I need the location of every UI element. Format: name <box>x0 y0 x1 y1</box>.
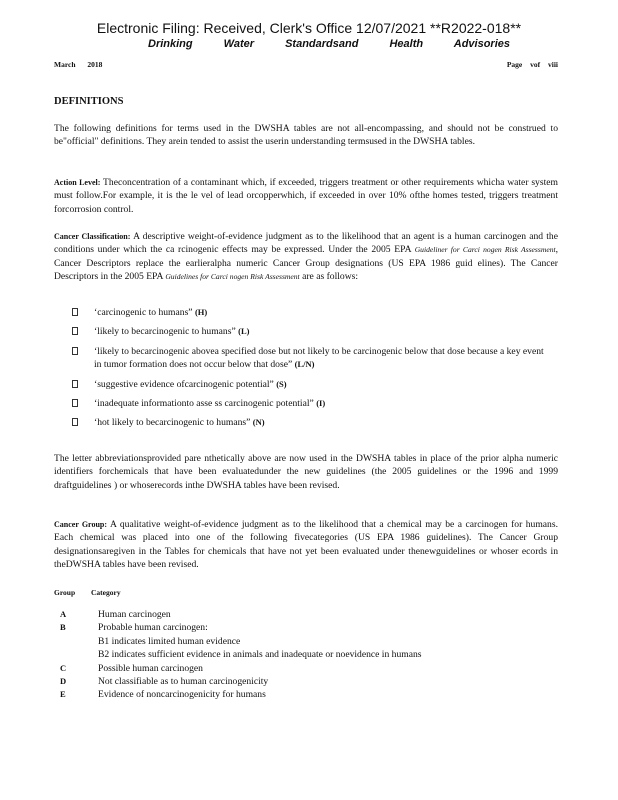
descriptor-text: ‘hot likely to becarcinogenic to humans” <box>94 417 251 429</box>
descriptor-text: ‘inadequate informationto asse ss carcinogenic potential” <box>94 398 314 410</box>
group-letter: E <box>60 689 66 700</box>
checkbox-glyph-icon <box>72 418 78 426</box>
filing-stamp: Electronic Filing: Received, Clerk's Office 12/07/2021 **R2022-018** <box>96 20 522 36</box>
descriptor-text: ‘suggestive evidence ofcarcinogenic potential” <box>94 378 274 390</box>
group-row <box>60 608 500 621</box>
checkbox-glyph-icon <box>72 399 78 407</box>
group-table-header <box>54 588 121 597</box>
descriptor-text: ‘likely to becarcinogenic abovea specified dose but not likely to be carcinogenic below that dose because a key event in tumor formation does not occur below that dose” <box>94 345 544 371</box>
group-sub-description: B1 indicates limited human evidence <box>98 635 241 647</box>
descriptor-code: (S) <box>276 378 287 389</box>
cancer-descriptor-list <box>72 306 552 436</box>
descriptor-code: (H) <box>194 307 208 317</box>
checkbox-glyph-icon <box>72 327 78 335</box>
group-row <box>60 621 500 634</box>
action-level-definition <box>54 176 558 216</box>
cancer-classification-definition <box>54 230 558 284</box>
group-description: Evidence of noncarcinogenicity for humans <box>98 689 266 701</box>
guideline-title-1: Guideliner for Carci nogen Risk Assessment <box>414 245 556 255</box>
checkbox-glyph-icon <box>72 308 78 316</box>
group-description: Possible human carcinogen <box>98 662 203 674</box>
group-sub-description: B2 indicates sufficient evidence in animals and inadequate or noevidence in humans <box>98 649 422 661</box>
cancer-group-text: A qualitative weight-of-evidence judgment as to the likelihood that a chemical may be a carcinogen for humans. Each chemical was placed into one of the following fivecategories (US EPA 1986 guidelines). The Cancer Group designationsaregiven in the Tables for chemicals that have not yet been evaluated under thenewguidelines or whoser ecords in theDWSHA tables have been revised. <box>54 519 558 571</box>
descriptor-item <box>72 397 552 410</box>
descriptor-item <box>72 325 552 338</box>
group-table-body <box>60 608 500 702</box>
abbreviation-note-paragraph: The letter abbreviationsprovided pare nthetically above are now used in the DWSHA tables in place of the prior alpha numeric identifiers forchemicals that have been evaluatedunder the new guidelines (the 2005 guidelines or the 1996 and 1999 draftguidelines ) or whoserecords inthe DWSHA tables have been revised. <box>54 453 558 491</box>
group-description: Human carcinogen <box>98 609 171 620</box>
group-subrow <box>60 648 500 661</box>
cancer-group-definition <box>54 518 558 572</box>
group-description: Probable human carcinogen: <box>98 622 208 634</box>
group-letter: D <box>60 675 67 686</box>
cancer-classification-text-1: A descriptive weight-of-evidence judgment as to the likelihood that an agent is a human carcinogen and the conditions under which the ca rcinogenic effects may be expressed. Under the 2005 EPA <box>54 231 558 256</box>
checkbox-glyph-icon <box>72 380 78 388</box>
document-title: Drinking Water Standardsand Health Advisories <box>148 38 511 50</box>
action-level-text: Theconcentration of a contaminant which, if exceeded, triggers treatment or other requirements whicha water system must follow.For example, it is the le vel of lead orcopperwhich, if exceeded in over 10% ofthe homes tested, triggers treatment forcorrosion control. <box>54 177 558 215</box>
guideline-title-2: Guidelines for Carci nogen Risk Assessment <box>165 272 300 282</box>
descriptor-code: (L/N) <box>294 359 315 370</box>
header-page-number: Page vof viii <box>506 60 558 69</box>
descriptor-code: (I) <box>316 398 326 409</box>
cancer-classification-term: Cancer Classification: <box>54 232 131 241</box>
action-level-term: Action Level: <box>54 178 101 187</box>
cancer-classification-text-3: are as follows: <box>302 271 359 283</box>
group-letter: C <box>60 662 67 673</box>
descriptor-item <box>72 306 552 319</box>
intro-paragraph: The following definitions for terms used in the DWSHA tables are not all-encompassing, and should not be construed to be"official" definitions. They arein tended to assist the userin understanding termsused in the DWSHA tables. <box>54 123 558 148</box>
group-row <box>60 675 500 688</box>
header-date: March 2018 <box>54 60 103 69</box>
descriptor-text: ‘likely to becarcinogenic to humans” <box>94 326 236 338</box>
cancer-group-term: Cancer Group: <box>54 520 108 529</box>
group-description: Not classifiable as to human carcinogenicity <box>98 675 269 687</box>
group-column-header: Group <box>54 588 76 597</box>
checkbox-glyph-icon <box>72 347 78 355</box>
group-row <box>60 688 500 701</box>
group-subrow <box>60 635 500 648</box>
descriptor-code: (N) <box>252 417 265 428</box>
group-row <box>60 662 500 675</box>
descriptor-item <box>72 345 552 372</box>
group-letter: B <box>60 622 66 633</box>
section-heading: DEFINITIONS <box>54 96 124 107</box>
category-column-header: Category <box>91 588 121 597</box>
descriptor-code: (L) <box>238 326 250 337</box>
descriptor-item <box>72 378 552 391</box>
group-letter: A <box>60 609 67 619</box>
descriptor-text: ‘carcinogenic to humans” <box>94 307 193 318</box>
cancer-classification-text-2: , Cancer Descriptors replace the earlieralpha numeric Cancer Group designations (US EPA 1986 guid elines). The Cancer Descriptors in the 2005 EPA <box>54 244 559 283</box>
descriptor-item <box>72 416 552 429</box>
